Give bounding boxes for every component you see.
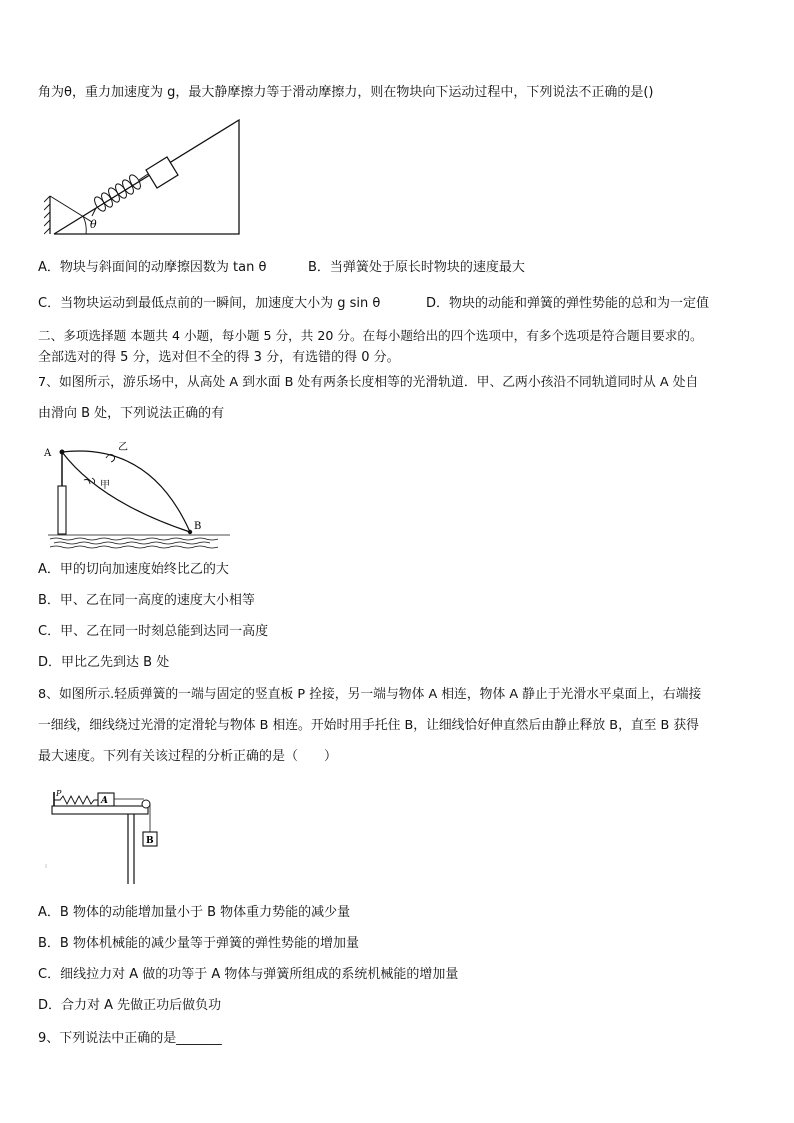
child-yi-label: 乙 bbox=[118, 442, 128, 453]
q7-stem-line2: 由滑向 B 处，下列说法正确的有 bbox=[38, 406, 225, 421]
q7-stem-line1: 7、如图所示，游乐场中，从高处 A 到水面 B 处有两条长度相等的光滑轨道．甲、乙两小孩沿不同轨道同时从 A 处自 bbox=[38, 375, 699, 390]
q6-option-c: C．当物块运动到最低点前的一瞬间，加速度大小为 g sin θ bbox=[38, 296, 381, 311]
point-b-label: B bbox=[194, 521, 202, 532]
q6-stem-tail: 角为θ，重力加速度为 g，最大静摩擦力等于滑动摩擦力，则在物块向下运动过程中，下列说法不正确的是() bbox=[38, 85, 654, 100]
block-b-label: B bbox=[146, 836, 154, 846]
q8-option-c: C．细线拉力对 A 做的功等于 A 物体与弹簧所组成的系统机械能的增加量 bbox=[38, 967, 459, 982]
q8-stem-line2: 一细线，细线绕过光滑的定滑轮与物体 B 相连。开始时用手托住 B，让细线恰好伸直然后由静止释放 B，直至 B 获得 bbox=[38, 718, 699, 733]
point-a-label: A bbox=[44, 448, 52, 459]
q6-option-d: D．物块的动能和弹簧的弹性势能的总和为一定值 bbox=[426, 296, 710, 311]
child-jia-label: 甲 bbox=[100, 480, 110, 491]
q8-stem-line3: 最大速度。下列有关该过程的分析正确的是（ ） bbox=[38, 749, 338, 764]
q9-stem: 9、下列说法中正确的是_______ bbox=[38, 1031, 222, 1046]
block-a-label: A bbox=[101, 796, 108, 806]
theta-label: θ bbox=[90, 218, 97, 231]
plate-p-label: P bbox=[56, 789, 62, 798]
q7-option-c: C．甲、乙在同一时刻总能到达同一高度 bbox=[38, 624, 269, 639]
q8-option-b: B．B 物体机械能的减少量等于弹簧的弹性势能的增加量 bbox=[38, 936, 359, 951]
q8-option-a: A．B 物体的动能增加量小于 B 物体重力势能的减少量 bbox=[38, 905, 351, 920]
q7-option-a: A．甲的切向加速度始终比乙的大 bbox=[38, 562, 229, 577]
q6-option-b: B．当弹簧处于原长时物块的速度最大 bbox=[308, 260, 525, 275]
q8-pulley-figure bbox=[44, 786, 174, 886]
section2-line2: 全部选对的得 5 分，选对但不全的得 3 分，有选错的得 0 分。 bbox=[38, 350, 400, 365]
section2-line1: 二、多项选择题 本题共 4 小题，每小题 5 分，共 20 分。在每小题给出的四个选项中，有多个选项是符合题目要求的。 bbox=[38, 328, 703, 343]
q6-incline-figure bbox=[44, 112, 249, 240]
q7-option-d: D．甲比乙先到达 B 处 bbox=[38, 655, 170, 670]
q7-slide-figure bbox=[40, 436, 240, 551]
q8-option-d: D．合力对 A 先做正功后做负功 bbox=[38, 998, 222, 1013]
q7-option-b: B．甲、乙在同一高度的速度大小相等 bbox=[38, 593, 255, 608]
q8-stem-line1: 8、如图所示.轻质弹簧的一端与固定的竖直板 P 拴接，另一端与物体 A 相连，物体 A 静止于光滑水平桌面上，右端接 bbox=[38, 687, 702, 702]
q6-option-a: A．物块与斜面间的动摩擦因数为 tan θ bbox=[38, 260, 267, 275]
